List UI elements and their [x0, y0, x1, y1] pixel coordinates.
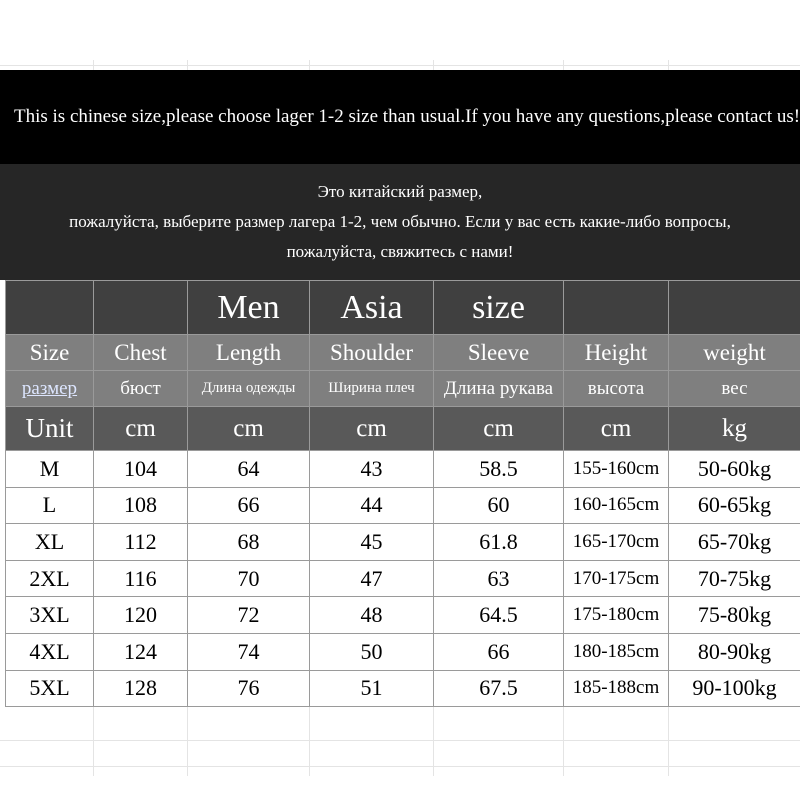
header-ru-shoulder: Ширина плеч [310, 371, 434, 407]
header-ru-height: высота [564, 371, 669, 407]
cell-sleeve: 63 [434, 560, 564, 597]
cell-chest: 104 [94, 451, 188, 488]
english-notice [0, 70, 800, 164]
grid-line [668, 60, 669, 70]
header-size: Size [6, 335, 94, 371]
cell-height: 175-180cm [564, 597, 669, 634]
grid-line [187, 706, 188, 776]
table-row [6, 670, 800, 707]
cell-shoulder: 43 [310, 451, 434, 488]
unit-sleeve: cm [434, 407, 564, 451]
cell-size: M [6, 451, 94, 488]
cell-weight: 50-60kg [669, 451, 800, 488]
cell-sleeve: 60 [434, 487, 564, 524]
cell-height: 180-185cm [564, 633, 669, 670]
grid-line [563, 60, 564, 70]
cell-sleeve: 61.8 [434, 524, 564, 561]
unit-height: cm [564, 407, 669, 451]
grid-line [309, 60, 310, 70]
title-word-asia: Asia [310, 281, 434, 335]
grid-line [433, 706, 434, 776]
grid-line [563, 706, 564, 776]
cell-length: 70 [188, 560, 310, 597]
cell-size: XL [6, 524, 94, 561]
cell-length: 74 [188, 633, 310, 670]
table-row [6, 487, 800, 524]
grid-line [0, 740, 800, 741]
grid-line [93, 706, 94, 776]
cell-shoulder: 47 [310, 560, 434, 597]
cell-height: 165-170cm [564, 524, 669, 561]
cell-weight: 70-75kg [669, 560, 800, 597]
cell-sleeve: 64.5 [434, 597, 564, 634]
grid-line [668, 706, 669, 776]
cell-height: 185-188cm [564, 670, 669, 707]
russian-notice-line: пожалуйста, свяжитесь с нами! [286, 242, 514, 261]
cell-weight: 80-90kg [669, 633, 800, 670]
cell-height: 155-160cm [564, 451, 669, 488]
header-ru-size: размер [6, 371, 94, 407]
header-row-english [6, 335, 800, 371]
table-row [6, 597, 800, 634]
grid-line [0, 65, 800, 66]
cell-shoulder: 44 [310, 487, 434, 524]
cell-shoulder: 50 [310, 633, 434, 670]
header-height: Height [564, 335, 669, 371]
cell-chest: 112 [94, 524, 188, 561]
title-cell-empty [564, 281, 669, 335]
cell-chest: 116 [94, 560, 188, 597]
header-row-russian [6, 371, 800, 407]
russian-notice [0, 164, 800, 280]
unit-length: cm [188, 407, 310, 451]
unit-weight: kg [669, 407, 800, 451]
cell-size: 3XL [6, 597, 94, 634]
grid-line [433, 60, 434, 70]
cell-height: 160-165cm [564, 487, 669, 524]
header-weight: weight [669, 335, 800, 371]
cell-weight: 75-80kg [669, 597, 800, 634]
cell-chest: 108 [94, 487, 188, 524]
table-row [6, 560, 800, 597]
cell-weight: 60-65kg [669, 487, 800, 524]
cell-height: 170-175cm [564, 560, 669, 597]
cell-length: 64 [188, 451, 310, 488]
cell-size: 2XL [6, 560, 94, 597]
table-row [6, 451, 800, 488]
grid-line [309, 706, 310, 776]
header-shoulder: Shoulder [310, 335, 434, 371]
cell-sleeve: 58.5 [434, 451, 564, 488]
cell-sleeve: 66 [434, 633, 564, 670]
cell-size: L [6, 487, 94, 524]
cell-length: 76 [188, 670, 310, 707]
header-ru-length: Длина одежды [188, 371, 310, 407]
header-ru-sleeve: Длина рукава [434, 371, 564, 407]
russian-notice-line: пожалуйста, выберите размер лагера 1-2, чем обычно. Если у вас есть какие-либо вопросы, [69, 212, 731, 231]
cell-shoulder: 48 [310, 597, 434, 634]
title-word-size: size [434, 281, 564, 335]
english-notice-text: This is chinese size,please choose lager 1-2 size than usual.If you have any questions,please contact us! [14, 106, 800, 127]
size-chart-table [5, 280, 800, 707]
cell-chest: 124 [94, 633, 188, 670]
header-ru-weight: вес [669, 371, 800, 407]
title-word-men: Men [188, 281, 310, 335]
unit-label: Unit [6, 407, 94, 451]
cell-chest: 128 [94, 670, 188, 707]
cell-size: 5XL [6, 670, 94, 707]
table-row [6, 633, 800, 670]
russian-notice-line: Это китайский размер, [317, 182, 483, 201]
header-length: Length [188, 335, 310, 371]
grid-line [93, 60, 94, 70]
grid-line [187, 60, 188, 70]
cell-sleeve: 67.5 [434, 670, 564, 707]
title-cell-empty [669, 281, 800, 335]
cell-length: 68 [188, 524, 310, 561]
header-chest: Chest [94, 335, 188, 371]
table-row [6, 524, 800, 561]
title-cell-empty [6, 281, 94, 335]
unit-shoulder: cm [310, 407, 434, 451]
cell-weight: 65-70kg [669, 524, 800, 561]
cell-length: 72 [188, 597, 310, 634]
cell-chest: 120 [94, 597, 188, 634]
header-sleeve: Sleeve [434, 335, 564, 371]
cell-shoulder: 51 [310, 670, 434, 707]
cell-weight: 90-100kg [669, 670, 800, 707]
cell-length: 66 [188, 487, 310, 524]
unit-chest: cm [94, 407, 188, 451]
cell-size: 4XL [6, 633, 94, 670]
header-ru-chest: бюст [94, 371, 188, 407]
cell-shoulder: 45 [310, 524, 434, 561]
title-cell-empty [94, 281, 188, 335]
title-row [6, 281, 800, 335]
grid-line [0, 766, 800, 767]
unit-row [6, 407, 800, 451]
